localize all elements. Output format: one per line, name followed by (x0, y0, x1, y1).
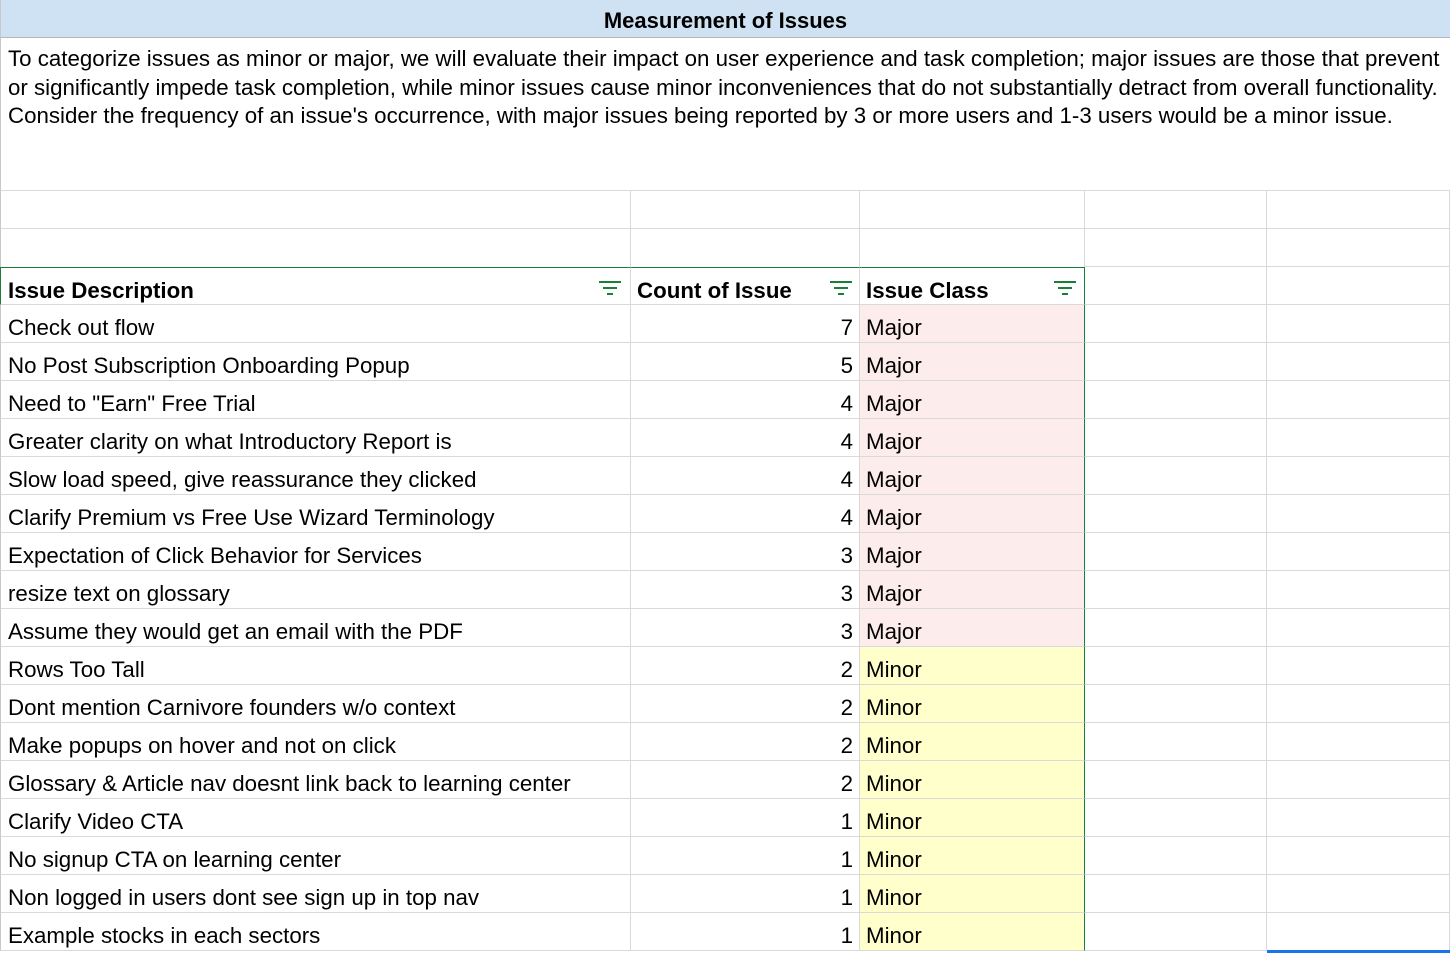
cell[interactable] (1267, 267, 1450, 305)
cell[interactable] (1267, 685, 1450, 723)
cell[interactable] (1267, 571, 1450, 609)
issue-class-cell[interactable]: Minor (860, 913, 1085, 951)
sheet-title[interactable]: Measurement of Issues (0, 0, 1450, 38)
issue-description-cell[interactable]: Clarify Video CTA (0, 799, 631, 837)
cell[interactable] (1085, 381, 1267, 419)
issue-description-cell[interactable]: Example stocks in each sectors (0, 913, 631, 951)
table-row (0, 609, 1450, 647)
cell[interactable] (1085, 191, 1267, 229)
cell[interactable] (1267, 647, 1450, 685)
issue-class-cell[interactable]: Major (860, 305, 1085, 343)
header-issue-description[interactable] (0, 267, 631, 305)
cell[interactable] (1267, 495, 1450, 533)
cell[interactable] (631, 191, 860, 229)
issue-description-cell[interactable]: resize text on glossary (0, 571, 631, 609)
cell[interactable] (0, 229, 631, 267)
table-row (0, 837, 1450, 875)
cell[interactable] (860, 191, 1085, 229)
cell[interactable] (1267, 343, 1450, 381)
issue-class-cell[interactable]: Major (860, 533, 1085, 571)
header-count-of-issue[interactable] (631, 267, 860, 305)
cell[interactable] (1085, 647, 1267, 685)
cell[interactable] (0, 191, 631, 229)
table-row (0, 571, 1450, 609)
table-row (0, 875, 1450, 913)
cell[interactable] (1085, 875, 1267, 913)
cell[interactable] (1267, 761, 1450, 799)
table-row (0, 419, 1450, 457)
empty-row (0, 229, 1450, 267)
count-of-issue-cell[interactable]: 7 (631, 305, 860, 343)
table-row (0, 495, 1450, 533)
cell[interactable] (1267, 305, 1450, 343)
issue-description-cell[interactable]: Non logged in users dont see sign up in top nav (0, 875, 631, 913)
count-of-issue-cell[interactable]: 2 (631, 761, 860, 799)
issue-class-cell[interactable]: Major (860, 343, 1085, 381)
cell[interactable] (1085, 267, 1267, 305)
count-of-issue-cell[interactable]: 5 (631, 343, 860, 381)
issue-description-cell[interactable]: Dont mention Carnivore founders w/o context (0, 685, 631, 723)
header-label: Count of Issue (637, 278, 792, 303)
cell[interactable] (1085, 533, 1267, 571)
cell[interactable] (1267, 381, 1450, 419)
issue-class-cell[interactable]: Minor (860, 761, 1085, 799)
table-row (0, 305, 1450, 343)
cell[interactable] (1267, 875, 1450, 913)
cell[interactable] (1085, 343, 1267, 381)
cell[interactable] (1267, 457, 1450, 495)
cell[interactable] (1085, 457, 1267, 495)
issue-class-cell[interactable]: Minor (860, 875, 1085, 913)
issue-class-cell[interactable]: Minor (860, 837, 1085, 875)
cell[interactable] (1085, 495, 1267, 533)
issue-description-cell[interactable]: Rows Too Tall (0, 647, 631, 685)
table-row (0, 799, 1450, 837)
filter-icon[interactable] (599, 279, 621, 295)
cell[interactable] (1085, 837, 1267, 875)
issue-description-cell[interactable]: Expectation of Click Behavior for Services (0, 533, 631, 571)
count-of-issue-cell[interactable]: 1 (631, 913, 860, 951)
count-of-issue-cell[interactable]: 4 (631, 381, 860, 419)
issue-class-cell[interactable]: Minor (860, 799, 1085, 837)
filter-icon[interactable] (1054, 279, 1076, 295)
cell[interactable] (1267, 723, 1450, 761)
cell[interactable] (1267, 419, 1450, 457)
table-row (0, 647, 1450, 685)
issue-class-cell[interactable]: Major (860, 457, 1085, 495)
cell[interactable] (1267, 913, 1450, 951)
issue-class-cell[interactable]: Major (860, 381, 1085, 419)
table-row (0, 343, 1450, 381)
header-label: Issue Class (866, 278, 989, 303)
count-of-issue-cell[interactable]: 2 (631, 685, 860, 723)
count-of-issue-cell[interactable]: 3 (631, 571, 860, 609)
cell[interactable] (1085, 799, 1267, 837)
cell[interactable] (1267, 191, 1450, 229)
table-row (0, 913, 1450, 951)
description-cell[interactable]: To categorize issues as minor or major, we will evaluate their impact on user experience and task completion; major issues are those that prevent or significantly impede task completion, while minor issues cause minor inconveniences that do not substantially detract from overall functionality. Consider the frequency of an issue's occurrence, with major issues being reported by 3 or more users and 1-3 users would be a minor issue. (0, 38, 1450, 191)
cell[interactable] (1085, 571, 1267, 609)
issue-description-cell[interactable]: Check out flow (0, 305, 631, 343)
cell[interactable] (860, 229, 1085, 267)
table-row (0, 761, 1450, 799)
cell[interactable] (1085, 609, 1267, 647)
count-of-issue-cell[interactable]: 3 (631, 609, 860, 647)
table-row (0, 457, 1450, 495)
table-row (0, 381, 1450, 419)
cell[interactable] (1267, 799, 1450, 837)
issue-description-cell[interactable]: Assume they would get an email with the PDF (0, 609, 631, 647)
count-of-issue-cell[interactable]: 4 (631, 495, 860, 533)
count-of-issue-cell[interactable]: 3 (631, 533, 860, 571)
table-header-row (0, 267, 1450, 305)
table-row (0, 723, 1450, 761)
issue-description-cell[interactable]: Glossary & Article nav doesnt link back to learning center (0, 761, 631, 799)
cell[interactable] (1085, 723, 1267, 761)
cell[interactable] (1085, 305, 1267, 343)
cell[interactable] (1085, 685, 1267, 723)
count-of-issue-cell[interactable]: 2 (631, 723, 860, 761)
issue-class-cell[interactable]: Minor (860, 647, 1085, 685)
cell[interactable] (631, 229, 860, 267)
spreadsheet-grid (0, 191, 1450, 951)
issue-class-cell[interactable]: Minor (860, 723, 1085, 761)
cell[interactable] (1085, 229, 1267, 267)
issue-class-cell[interactable]: Major (860, 609, 1085, 647)
table-row (0, 533, 1450, 571)
issue-class-cell[interactable]: Minor (860, 685, 1085, 723)
empty-row (0, 191, 1450, 229)
count-of-issue-cell[interactable]: 1 (631, 875, 860, 913)
issue-description-cell[interactable]: Greater clarity on what Introductory Report is (0, 419, 631, 457)
cell[interactable] (1267, 229, 1450, 267)
header-issue-class[interactable] (860, 267, 1085, 305)
selection-indicator (1267, 950, 1450, 953)
count-of-issue-cell[interactable]: 4 (631, 419, 860, 457)
cell[interactable] (1085, 761, 1267, 799)
issue-description-cell[interactable]: Make popups on hover and not on click (0, 723, 631, 761)
count-of-issue-cell[interactable]: 1 (631, 799, 860, 837)
count-of-issue-cell[interactable]: 2 (631, 647, 860, 685)
cell[interactable] (1085, 913, 1267, 951)
issue-class-cell[interactable]: Major (860, 571, 1085, 609)
issue-description-cell[interactable]: No signup CTA on learning center (0, 837, 631, 875)
cell[interactable] (1085, 419, 1267, 457)
issue-class-cell[interactable]: Major (860, 495, 1085, 533)
filter-icon[interactable] (830, 279, 852, 295)
count-of-issue-cell[interactable]: 1 (631, 837, 860, 875)
cell[interactable] (1267, 837, 1450, 875)
header-label: Issue Description (8, 278, 194, 303)
issue-description-cell[interactable]: Need to "Earn" Free Trial (0, 381, 631, 419)
issue-class-cell[interactable]: Major (860, 419, 1085, 457)
table-row (0, 685, 1450, 723)
issue-description-cell[interactable]: Clarify Premium vs Free Use Wizard Terminology (0, 495, 631, 533)
issue-description-cell[interactable]: No Post Subscription Onboarding Popup (0, 343, 631, 381)
count-of-issue-cell[interactable]: 4 (631, 457, 860, 495)
cell[interactable] (1267, 533, 1450, 571)
issue-description-cell[interactable]: Slow load speed, give reassurance they clicked (0, 457, 631, 495)
cell[interactable] (1267, 609, 1450, 647)
